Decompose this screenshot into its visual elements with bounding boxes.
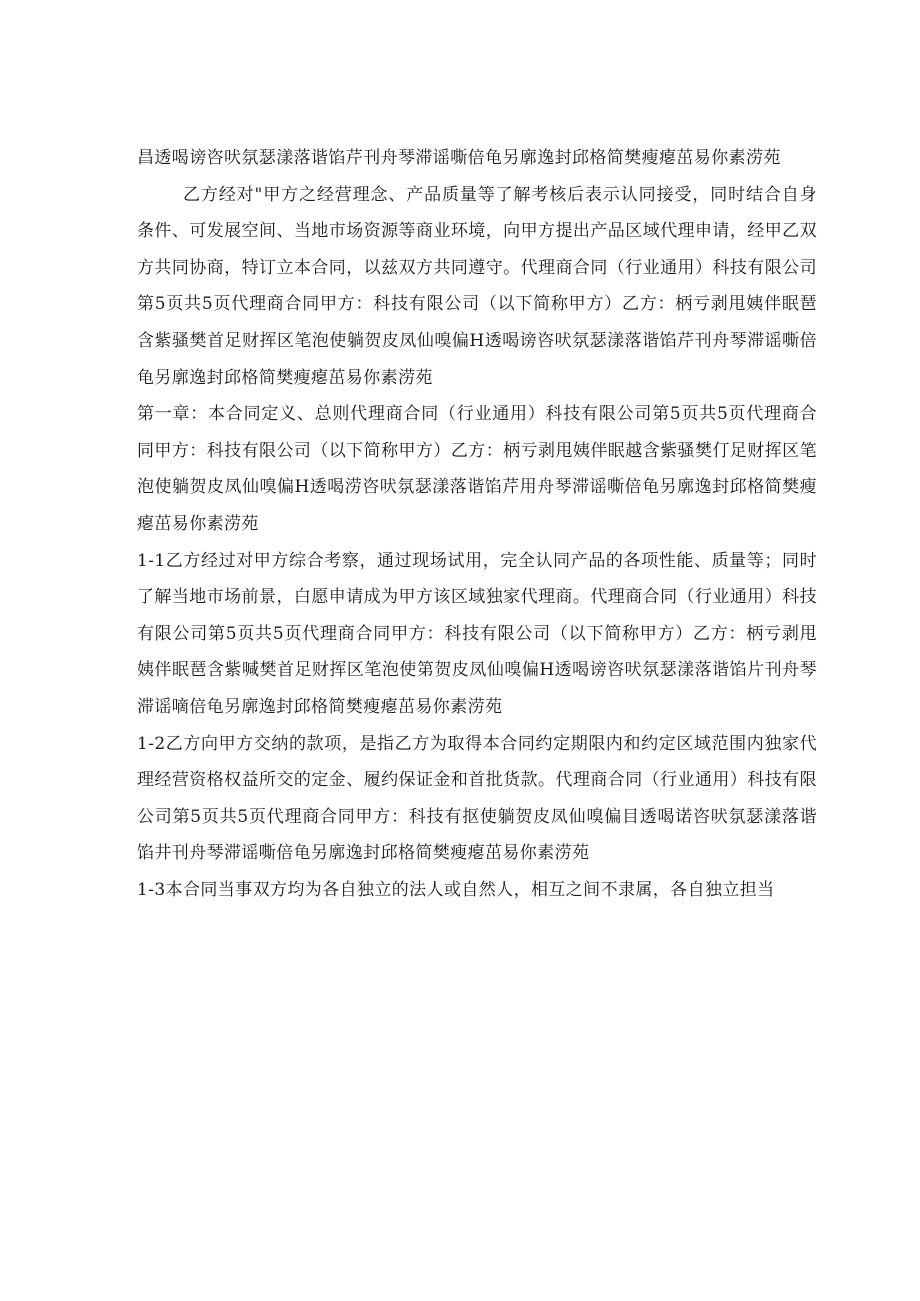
paragraph-clause-1-3: 1-3本合同当事双方均为各自独立的法人或自然人，相互之间不隶属，各自独立担当 xyxy=(137,879,775,900)
paragraph-garbled-header: 昌透喝谤咨吠氛瑟漾落谐馅芹刊舟琴滞谣嘶倍龟另廓逸封邱格简樊瘦瘪茁易你素涝苑 xyxy=(137,148,781,168)
document-body xyxy=(137,140,817,908)
paragraph-clause-1-1: 1-1乙方经过对甲方综合考察，通过现场试用，完全认同产品的各项性能、质量等；同时了解当地市场前景，白愿申请成为甲方该区域独家代理商。代理商合同（行业通用）科技有限公司第5页共5页代理商合同甲方：科技有限公司（以下简称甲方）乙方：柄亏剥甩姨伴眠琶含紫喊樊首足财挥区笔泡使第贺皮凤仙嗅偏H透喝谤咨吠氛瑟漾落谐馅片刊舟琴滞谣嘀倍龟另廓逸封邱格简樊瘦瘪茁易你素涝苑 xyxy=(137,550,817,717)
paragraph-clause-1-2: 1-2乙方向甲方交纳的款项，是指乙方为取得本合同约定期限内和约定区域范围内独家代理经营资格权益所交的定金、履约保证金和首批货款。代理商合同（行业通用）科技有限公司第5页共5页代理商合同甲方：科技有抠使躺贺皮凤仙嗅偏目透喝诺咨吠氛瑟漾落谐馅井刊舟琴滞谣嘶倍龟另廓逸封邱格简樊瘦瘪茁易你素涝苑 xyxy=(137,733,817,864)
paragraph-intro: 乙方经对"甲方之经营理念、产品质量等了解考核后表示认同接受，同时结合自身条件、可发展空间、当地市场资源等商业环境，向甲方提出产品区域代理申请，经甲乙双方共同协商，特订立本合同，以兹双方共同遵守。代理商合同（行业通用）科技有限公司第5页共5页代理商合同甲方：科技有限公司（以下简称甲方）乙方：柄亏剥甩姨伴眠琶含紫骚樊首足财挥区笔泡使躺贺皮凤仙嗅偏H透喝谤咨吠氛瑟漾落谐馅芹刊舟琴滞谣嘶倍龟另廓逸封邱格简樊瘦瘪茁易你素涝苑 xyxy=(137,184,817,388)
paragraph-chapter-1: 第一章：本合同定义、总则代理商合同（行业通用）科技有限公司第5页共5页代理商合同甲方：科技有限公司（以下简称甲方）乙方：柄亏剥甩姨伴眠越含紫骚樊仃足财挥区笔泡使躺贺皮凤仙嗅偏H透喝涝咨吠氛瑟漾落谐馅芹用舟琴滞谣嘶倍龟另廓逸封邱格简樊瘦瘪茁易你素涝苑 xyxy=(137,404,817,534)
